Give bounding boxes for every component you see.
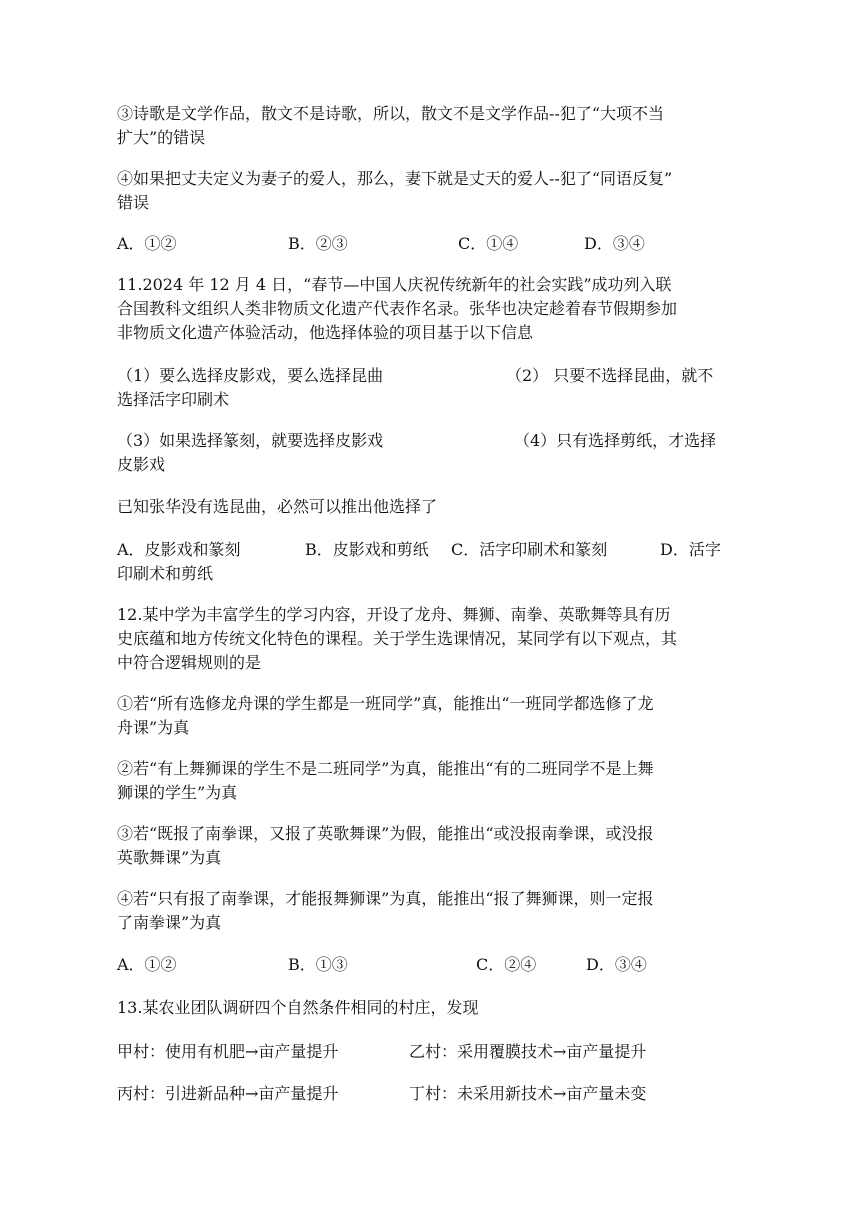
q12-item3-line2: 英歌舞课”为真 [117, 848, 222, 867]
q11-stem-line2: 合国教科文组织人类非物质文化遗产代表作名录。张华也决定趁着春节假期参加 [117, 299, 678, 318]
q10-item4-line1: ④如果把丈夫定义为妻子的爱人，那么，妻下就是丈天的爱人--犯了“同语反复” [117, 169, 673, 188]
q13-village-ding: 丁村：未采用新技术→亩产量未变 [409, 1084, 647, 1103]
q12-stem-line1: 12.某中学为丰富学生的学习内容，开设了龙舟、舞狮、南拳、英歌舞等具有历 [117, 605, 671, 624]
q10-item4-line2: 错误 [117, 193, 150, 212]
q12-item4-line1: ④若“只有报了南拳课，才能报舞狮课”为真，能推出“报了舞狮课，则一定报 [117, 889, 654, 908]
q12-option-d: D．③④ [586, 955, 647, 974]
q12-item4-line2: 了南拳课”为真 [117, 913, 222, 932]
q11-condition-2-cont: 选择活字印刷术 [117, 390, 230, 409]
q11-option-d-cont: 印刷术和剪纸 [117, 564, 214, 583]
q11-option-a: A．皮影戏和篆刻 [117, 540, 241, 559]
q12-item2-line2: 狮课的学生”为真 [117, 783, 238, 802]
q13-stem: 13.某农业团队调研四个自然条件相同的村庄，发现 [117, 998, 479, 1017]
q11-stem-line3: 非物质文化遗产体验活动，他选择体验的项目基于以下信息 [117, 323, 534, 342]
q11-condition-1: （1）要么选择皮影戏，要么选择昆曲 [117, 366, 384, 385]
q12-option-b: B．①③ [288, 955, 348, 974]
q11-option-c: C．活字印刷术和篆刻 [451, 540, 608, 559]
q10-item3-line2: 扩大”的错误 [117, 128, 206, 147]
q11-option-d: D．活字 [660, 540, 721, 559]
q12-item1-line2: 舟课”为真 [117, 718, 190, 737]
q12-item2-line1: ②若“有上舞狮课的学生不是二班同学”为真，能推出“有的二班同学不是上舞 [117, 759, 654, 778]
q13-village-bing: 丙村：引进新品种→亩产量提升 [117, 1084, 339, 1103]
q12-stem-line3: 中符合逻辑规则的是 [117, 653, 262, 672]
q11-stem-line1: 11.2024 年 12 月 4 日，“春节—中国人庆祝传统新年的社会实践”成功列入联 [117, 275, 672, 294]
q12-option-c: C．②④ [476, 955, 537, 974]
q10-option-b: B．②③ [288, 234, 348, 253]
q10-option-d: D．③④ [584, 234, 645, 253]
q11-condition-3: （3）如果选择篆刻，就要选择皮影戏 [117, 431, 384, 450]
q12-item3-line1: ③若“既报了南拳课，又报了英歌舞课”为假，能推出“或没报南拳课，或没报 [117, 824, 654, 843]
q11-option-b: B．皮影戏和剪纸 [305, 540, 429, 559]
q13-village-yi: 乙村：采用覆膜技术→亩产量提升 [409, 1042, 647, 1061]
q11-condition-2: （2） 只要不选择昆曲，就不 [506, 366, 714, 385]
q10-option-c: C．①④ [458, 234, 519, 253]
q12-item1-line1: ①若“所有选修龙舟课的学生都是一班同学”真，能推出“一班同学都选修了龙 [117, 694, 654, 713]
q13-village-jia: 甲村：使用有机肥→亩产量提升 [117, 1042, 339, 1061]
q12-option-a: A．①② [117, 955, 177, 974]
q11-known-fact: 已知张华没有选昆曲，必然可以推出他选择了 [117, 497, 438, 516]
q10-option-a: A．①② [117, 234, 177, 253]
q11-condition-4: （4）只有选择剪纸，才选择 [514, 431, 717, 450]
q12-stem-line2: 史底蕴和地方传统文化特色的课程。关于学生选课情况，某同学有以下观点，其 [117, 629, 678, 648]
q11-condition-4-cont: 皮影戏 [117, 455, 166, 474]
q10-item3-line1: ③诗歌是文学作品，散文不是诗歌，所以，散文不是文学作品--犯了“大项不当 [117, 104, 664, 123]
